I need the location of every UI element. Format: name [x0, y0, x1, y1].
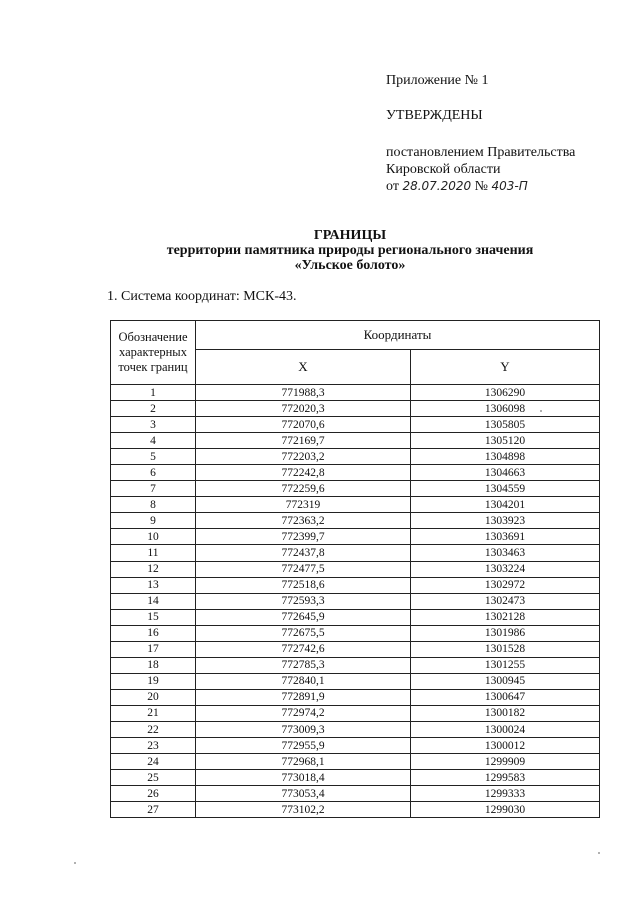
x-coordinate-cell: 772955,9: [196, 738, 411, 754]
coordinates-table: [110, 320, 600, 818]
table-row: [111, 657, 600, 673]
table-row: [111, 545, 600, 561]
point-number-cell: 6: [111, 465, 196, 481]
point-number-cell: 23: [111, 738, 196, 754]
table-row: [111, 513, 600, 529]
x-coordinate-cell: 772203,2: [196, 449, 411, 465]
point-number-cell: 12: [111, 561, 196, 577]
point-number-cell: 10: [111, 529, 196, 545]
y-coordinate-cell: 1304201: [411, 497, 600, 513]
decree-line-1: постановлением Правительства: [386, 145, 576, 160]
table-row: [111, 609, 600, 625]
table-row: [111, 497, 600, 513]
table-row: [111, 721, 600, 737]
x-coordinate-cell: 772259,6: [196, 481, 411, 497]
point-number-cell: 7: [111, 481, 196, 497]
point-number-cell: 22: [111, 721, 196, 737]
point-number-cell: 14: [111, 593, 196, 609]
y-coordinate-cell: 1299030: [411, 802, 600, 818]
point-number-cell: 25: [111, 770, 196, 786]
decree-number: 403-П: [491, 179, 528, 193]
number-prefix: №: [474, 179, 489, 194]
x-coordinate-cell: 772968,1: [196, 754, 411, 770]
table-row: [111, 465, 600, 481]
y-coordinate-cell: 1304898: [411, 449, 600, 465]
point-number-cell: 16: [111, 625, 196, 641]
x-coordinate-cell: 772645,9: [196, 609, 411, 625]
document-title: [100, 228, 600, 273]
x-coordinate-cell: 772675,5: [196, 625, 411, 641]
point-number-cell: 26: [111, 786, 196, 802]
point-number-cell: 19: [111, 673, 196, 689]
table-row: [111, 754, 600, 770]
decree-line-2: Кировской области: [386, 162, 501, 177]
x-coordinate-cell: 772319: [196, 497, 411, 513]
header-coordinates: Координаты: [196, 321, 600, 350]
table-row: [111, 449, 600, 465]
x-coordinate-cell: 773018,4: [196, 770, 411, 786]
header-y: Y: [411, 350, 600, 385]
table-row: [111, 529, 600, 545]
table-row: [111, 641, 600, 657]
y-coordinate-cell: 1301986: [411, 625, 600, 641]
y-coordinate-cell: 1304559: [411, 481, 600, 497]
x-coordinate-cell: 773053,4: [196, 786, 411, 802]
point-number-cell: 20: [111, 689, 196, 705]
point-number-cell: 11: [111, 545, 196, 561]
table-row: [111, 689, 600, 705]
x-coordinate-cell: 772169,7: [196, 433, 411, 449]
x-coordinate-cell: 772593,3: [196, 593, 411, 609]
table-row: [111, 385, 600, 401]
y-coordinate-cell: 1302972: [411, 577, 600, 593]
table-row: [111, 802, 600, 818]
y-coordinate-cell: 1303691: [411, 529, 600, 545]
table-row: [111, 433, 600, 449]
approved-label: УТВЕРЖДЕНЫ: [386, 108, 483, 123]
scan-speck: [540, 410, 542, 412]
x-coordinate-cell: 772242,8: [196, 465, 411, 481]
table-body: [111, 385, 600, 818]
point-number-cell: 3: [111, 417, 196, 433]
point-number-cell: 18: [111, 657, 196, 673]
header-point: Обозначение характерных точек границ: [111, 321, 196, 385]
x-coordinate-cell: 772020,3: [196, 401, 411, 417]
y-coordinate-cell: 1303463: [411, 545, 600, 561]
point-number-cell: 8: [111, 497, 196, 513]
x-coordinate-cell: 772518,6: [196, 577, 411, 593]
header-x: X: [196, 350, 411, 385]
y-coordinate-cell: 1306290: [411, 385, 600, 401]
y-coordinate-cell: 1306098: [411, 401, 600, 417]
y-coordinate-cell: 1299333: [411, 786, 600, 802]
x-coordinate-cell: 772785,3: [196, 657, 411, 673]
title-heading: ГРАНИЦЫ: [313, 228, 387, 243]
appendix-number: Приложение № 1: [386, 73, 489, 88]
point-number-cell: 13: [111, 577, 196, 593]
x-coordinate-cell: 772477,5: [196, 561, 411, 577]
y-coordinate-cell: 1301528: [411, 641, 600, 657]
x-coordinate-cell: 773009,3: [196, 721, 411, 737]
x-coordinate-cell: 772974,2: [196, 705, 411, 721]
table-row: [111, 770, 600, 786]
y-coordinate-cell: 1300945: [411, 673, 600, 689]
coordinate-system: 1. Система координат: МСК-43.: [107, 289, 297, 304]
x-coordinate-cell: 771988,3: [196, 385, 411, 401]
y-coordinate-cell: 1300012: [411, 738, 600, 754]
y-coordinate-cell: 1302128: [411, 609, 600, 625]
point-number-cell: 9: [111, 513, 196, 529]
decree-date: 28.07.2020: [402, 179, 472, 193]
x-coordinate-cell: 772363,2: [196, 513, 411, 529]
y-coordinate-cell: 1304663: [411, 465, 600, 481]
x-coordinate-cell: 772840,1: [196, 673, 411, 689]
table-row: [111, 593, 600, 609]
table-row: [111, 401, 600, 417]
scan-speck: [598, 852, 600, 854]
table-row: [111, 705, 600, 721]
decree-date-line: [386, 178, 626, 195]
y-coordinate-cell: 1300024: [411, 721, 600, 737]
table-row: [111, 561, 600, 577]
point-number-cell: 1: [111, 385, 196, 401]
y-coordinate-cell: 1300647: [411, 689, 600, 705]
scan-speck: [74, 862, 76, 864]
table-row: [111, 577, 600, 593]
table-row: [111, 738, 600, 754]
point-number-cell: 24: [111, 754, 196, 770]
point-number-cell: 4: [111, 433, 196, 449]
y-coordinate-cell: 1305120: [411, 433, 600, 449]
appendix-block: [386, 72, 626, 195]
table-row: [111, 786, 600, 802]
table-row: [111, 673, 600, 689]
table-row: [111, 417, 600, 433]
x-coordinate-cell: 772399,7: [196, 529, 411, 545]
point-number-cell: 2: [111, 401, 196, 417]
y-coordinate-cell: 1300182: [411, 705, 600, 721]
y-coordinate-cell: 1299583: [411, 770, 600, 786]
y-coordinate-cell: 1305805: [411, 417, 600, 433]
table-row: [111, 481, 600, 497]
point-number-cell: 21: [111, 705, 196, 721]
title-subtitle: территории памятника природы регионального значения: [166, 243, 534, 258]
date-prefix: от: [386, 179, 399, 194]
x-coordinate-cell: 772070,6: [196, 417, 411, 433]
x-coordinate-cell: 773102,2: [196, 802, 411, 818]
point-number-cell: 27: [111, 802, 196, 818]
point-number-cell: 5: [111, 449, 196, 465]
y-coordinate-cell: 1301255: [411, 657, 600, 673]
point-number-cell: 15: [111, 609, 196, 625]
x-coordinate-cell: 772742,6: [196, 641, 411, 657]
title-name: «Ульское болото»: [294, 258, 406, 273]
x-coordinate-cell: 772891,9: [196, 689, 411, 705]
y-coordinate-cell: 1303224: [411, 561, 600, 577]
y-coordinate-cell: 1299909: [411, 754, 600, 770]
point-number-cell: 17: [111, 641, 196, 657]
x-coordinate-cell: 772437,8: [196, 545, 411, 561]
y-coordinate-cell: 1302473: [411, 593, 600, 609]
table-row: [111, 625, 600, 641]
y-coordinate-cell: 1303923: [411, 513, 600, 529]
